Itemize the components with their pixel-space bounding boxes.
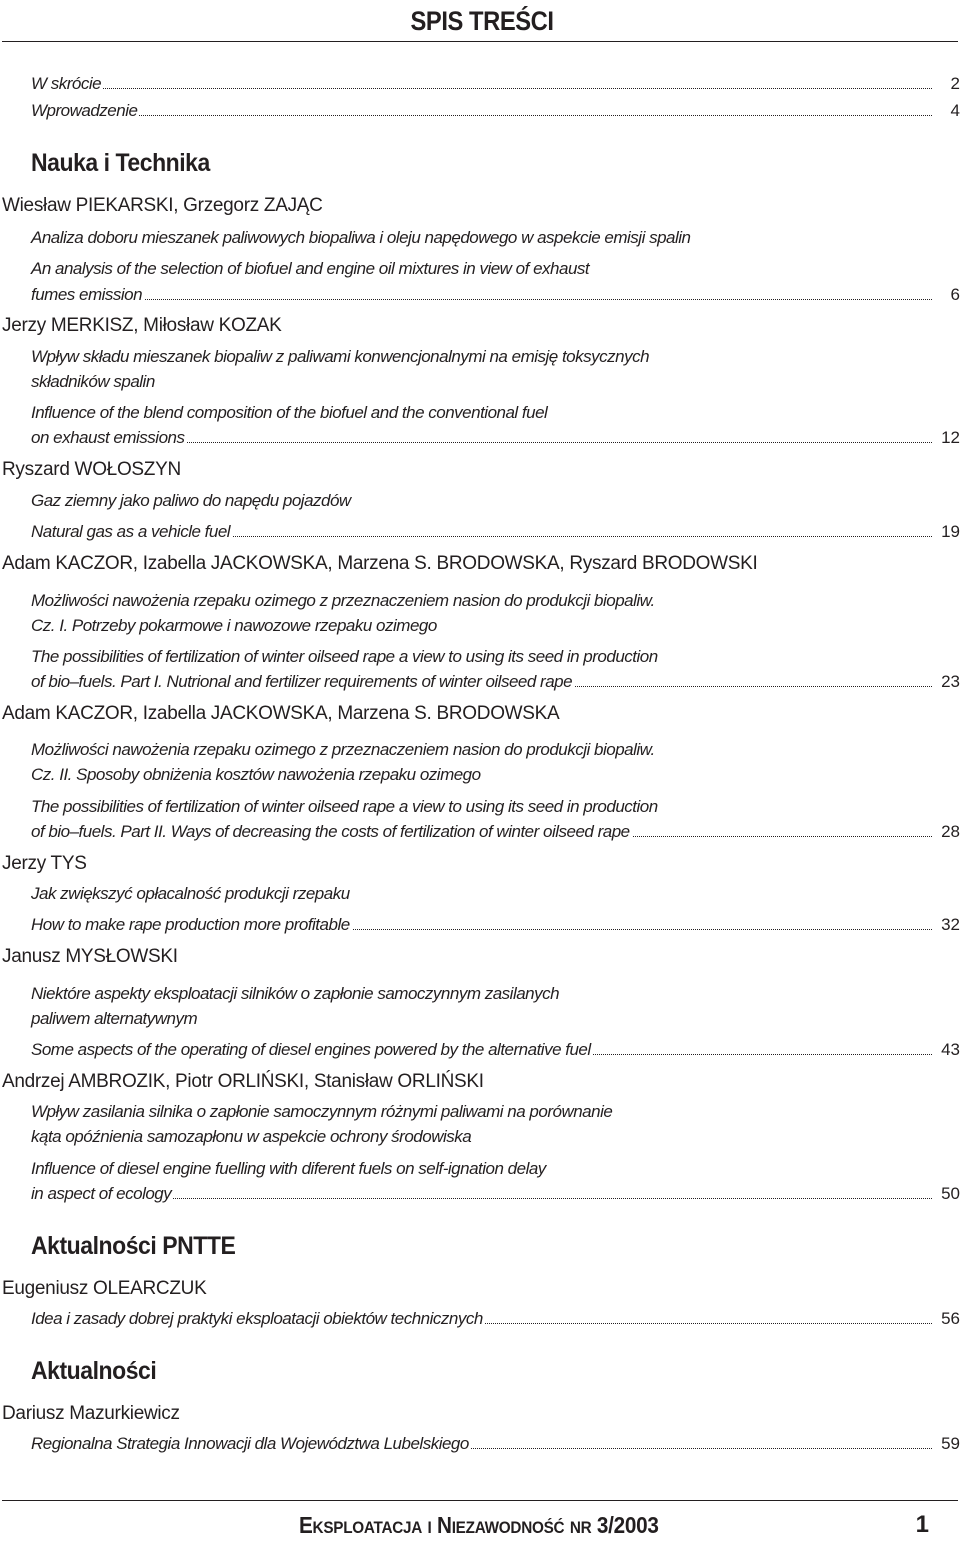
entry-title-pl: Gaz ziemny jako paliwo do napędu pojazdów bbox=[31, 491, 351, 510]
toc-row-entry-3[interactable] bbox=[31, 522, 960, 546]
toc-title: Natural gas as a vehicle fuel bbox=[31, 522, 231, 541]
toc-title: Idea i zasady dobrej praktyki eksploatacji obiektów technicznych bbox=[31, 1309, 483, 1328]
entry-authors: Wiesław PIEKARSKI, Grzegorz ZAJĄC bbox=[2, 195, 323, 216]
toc-row-entry-6[interactable] bbox=[31, 915, 960, 939]
footer-conjunction: I bbox=[427, 1518, 432, 1537]
toc-title: W skrócie bbox=[31, 74, 102, 93]
page-number: 43 bbox=[934, 1040, 960, 1060]
entry-authors: Dariusz Mazurkiewicz bbox=[2, 1403, 180, 1424]
entry-title-pl: Analiza doboru mieszanek paliwowych biopaliwa i oleju napędowego w aspekcie emisji spalin bbox=[31, 228, 691, 247]
footer-smallcaps: KSPLOATACJA bbox=[312, 1518, 423, 1537]
entry-authors: Adam KACZOR, Izabella JACKOWSKA, Marzena S. BRODOWSKA, Ryszard BRODOWSKI bbox=[2, 553, 758, 574]
toc-title: Wprowadzenie bbox=[31, 101, 138, 120]
page-number: 6 bbox=[934, 285, 960, 305]
dot-leader bbox=[31, 115, 932, 116]
entry-authors: Adam KACZOR, Izabella JACKOWSKA, Marzena S. BRODOWSKA bbox=[2, 703, 560, 724]
page-number: 2 bbox=[934, 74, 960, 94]
toc-row-entry-5[interactable] bbox=[31, 822, 960, 846]
page-number-footer: 1 bbox=[915, 1511, 929, 1538]
toc-row-wprowadzenie[interactable] bbox=[31, 101, 960, 125]
entry-authors: Jerzy MERKISZ, Miłosław KOZAK bbox=[2, 315, 282, 336]
entry-title-pl: Wpływ zasilania silnika o zapłonie samoczynnym różnymi paliwami na porównanie bbox=[31, 1102, 613, 1121]
toc-title: in aspect of ecology bbox=[31, 1184, 172, 1203]
dot-leader bbox=[31, 88, 932, 89]
page-number: 50 bbox=[934, 1184, 960, 1204]
page-title: SPIS TREŚCI bbox=[410, 6, 554, 36]
journal-title bbox=[299, 1512, 659, 1539]
entry-title-pl: Możliwości nawożenia rzepaku ozimego z przeznaczeniem nasion do produkcji biopaliw. bbox=[31, 740, 655, 759]
toc-title: Some aspects of the operating of diesel engines powered by the alternative fuel bbox=[31, 1040, 591, 1059]
page-number: 59 bbox=[934, 1434, 960, 1454]
toc-row-w-skrocie[interactable] bbox=[31, 74, 960, 98]
entry-title-pl: Wpływ składu mieszanek biopaliw z paliwami konwencjonalnymi na emisję toksycznych bbox=[31, 347, 650, 366]
footer-nr: NR bbox=[569, 1518, 592, 1537]
entry-authors: Jerzy TYS bbox=[2, 853, 87, 874]
toc-title: fumes emission bbox=[31, 285, 143, 304]
entry-authors: Andrzej AMBROZIK, Piotr ORLIŃSKI, Stanisław ORLIŃSKI bbox=[2, 1071, 484, 1092]
page-number: 12 bbox=[934, 428, 960, 448]
entry-title-en: Influence of diesel engine fuelling with diferent fuels on self-ignation delay bbox=[31, 1159, 546, 1178]
entry-title-pl: Jak zwiększyć opłacalność produkcji rzepaku bbox=[31, 884, 350, 903]
entry-title-pl: Możliwości nawożenia rzepaku ozimego z przeznaczeniem nasion do produkcji biopaliw. bbox=[31, 591, 655, 610]
page-number: 23 bbox=[934, 672, 960, 692]
dot-leader bbox=[31, 299, 932, 300]
toc-row-entry-2[interactable] bbox=[31, 428, 960, 452]
toc-title: How to make rape production more profitable bbox=[31, 915, 350, 934]
footer-rule bbox=[2, 1500, 958, 1501]
footer-cap: E bbox=[299, 1512, 313, 1538]
footer-cap: N bbox=[437, 1512, 452, 1538]
page-number: 4 bbox=[934, 101, 960, 121]
toc-row-entry-4[interactable] bbox=[31, 672, 960, 696]
header-rule bbox=[2, 41, 958, 42]
entry-title-en: The possibilities of fertilization of winter oilseed rape a view to using its seed in production bbox=[31, 797, 658, 816]
toc-row-entry-9[interactable] bbox=[31, 1309, 960, 1333]
toc-title: of bio–fuels. Part I. Nutrional and fertilizer requirements of winter oilseed rape bbox=[31, 672, 573, 691]
section-heading-nauka-i-technika: Nauka i Technika bbox=[31, 149, 210, 177]
entry-title-en: An analysis of the selection of biofuel and engine oil mixtures in view of exhaust bbox=[31, 259, 590, 278]
toc-row-entry-8[interactable] bbox=[31, 1184, 960, 1208]
toc-title: on exhaust emissions bbox=[31, 428, 185, 447]
entry-title-pl: Cz. II. Sposoby obniżenia kosztów nawożenia rzepaku ozimego bbox=[31, 765, 481, 784]
footer-issue: 3/2003 bbox=[596, 1512, 659, 1538]
toc-title: Regionalna Strategia Innowacji dla Województwa Lubelskiego bbox=[31, 1434, 469, 1453]
entry-authors: Ryszard WOŁOSZYN bbox=[2, 459, 181, 480]
entry-title-pl: paliwem alternatywnym bbox=[31, 1009, 198, 1028]
entry-title-en: Influence of the blend composition of the biofuel and the conventional fuel bbox=[31, 403, 548, 422]
entry-authors: Janusz MYSŁOWSKI bbox=[2, 946, 178, 967]
page-number: 32 bbox=[934, 915, 960, 935]
toc-row-entry-10[interactable] bbox=[31, 1434, 960, 1458]
entry-title-pl: Niektóre aspekty eksploatacji silników o zapłonie samoczynnym zasilanych bbox=[31, 984, 560, 1003]
page-number: 28 bbox=[934, 822, 960, 842]
toc-row-entry-1[interactable] bbox=[31, 285, 960, 309]
section-heading-aktualnosci-pntte: Aktualności PNTTE bbox=[31, 1232, 236, 1260]
section-heading-aktualnosci: Aktualności bbox=[31, 1357, 157, 1385]
toc-title: of bio–fuels. Part II. Ways of decreasing the costs of fertilization of winter oilseed rape bbox=[31, 822, 630, 841]
entry-title-en: The possibilities of fertilization of winter oilseed rape a view to using its seed in production bbox=[31, 647, 658, 666]
toc-row-entry-7[interactable] bbox=[31, 1040, 960, 1064]
page-number: 56 bbox=[934, 1309, 960, 1329]
page-number: 19 bbox=[934, 522, 960, 542]
entry-title-pl: Cz. I. Potrzeby pokarmowe i nawozowe rzepaku ozimego bbox=[31, 616, 437, 635]
entry-authors: Eugeniusz OLEARCZUK bbox=[2, 1278, 207, 1299]
entry-title-pl: składników spalin bbox=[31, 372, 155, 391]
entry-title-pl: kąta opóźnienia samozapłonu w aspekcie ochrony środowiska bbox=[31, 1127, 472, 1146]
footer-smallcaps: IEZAWODNOŚĆ bbox=[451, 1518, 565, 1537]
